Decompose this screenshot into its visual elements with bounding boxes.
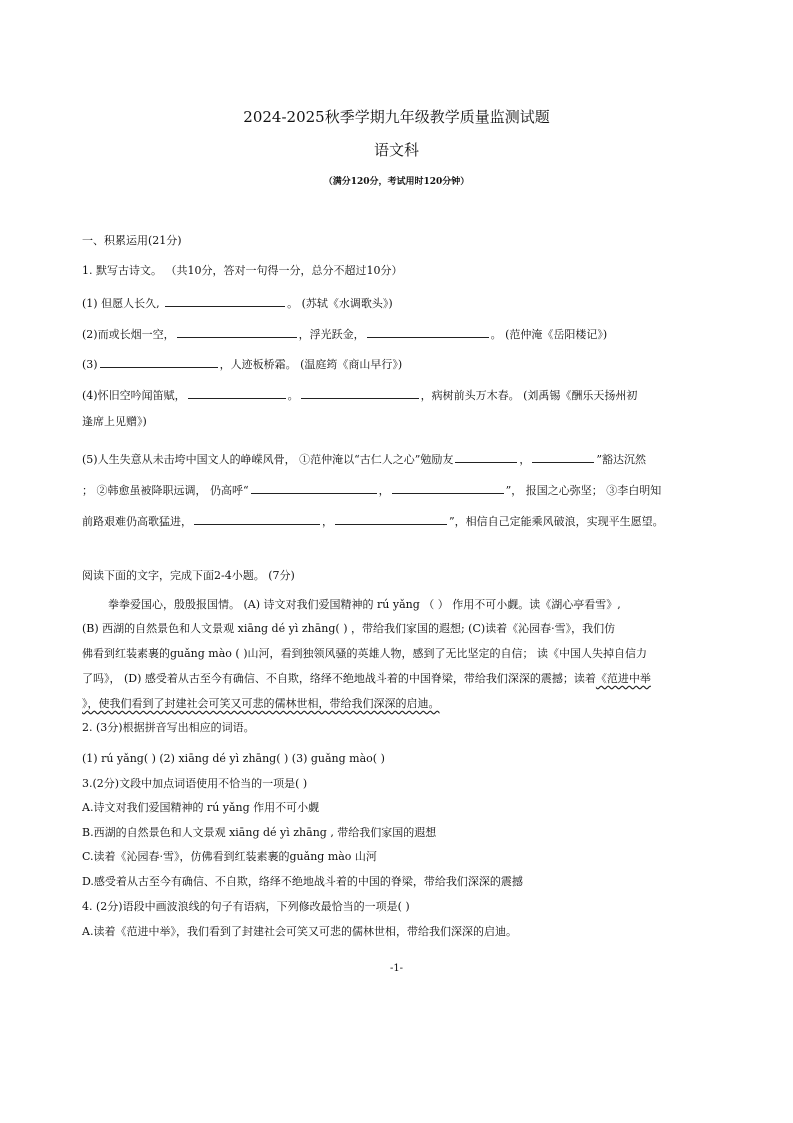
answer-blank[interactable]	[177, 325, 297, 338]
section-heading: 一、积累运用(21分)	[82, 234, 182, 247]
q1-line-1	[82, 294, 722, 312]
q1-line-3-pre: (3)	[82, 358, 98, 371]
exam-title: 2024-2025秋季学期九年级教学质量监测试题	[243, 108, 550, 126]
answer-blank[interactable]	[335, 512, 447, 525]
question-3: 3.(2分)文段中加点词语使用不恰当的一项是( )	[82, 777, 308, 790]
q1-line-4-pre: (4)怀旧空吟闻笛赋，	[82, 389, 186, 402]
q1-line-6-pre: ； ②韩愈虽被降职远调， 仍高呼“	[82, 484, 249, 497]
q1-line-5-post: ”豁达沉然	[596, 453, 646, 466]
question-4: 4. (2分)语段中画波浪线的句子有语病，下列修改最恰当的一项是( )	[82, 900, 410, 913]
question-3-option-b: B.西湖的自然景色和人文景观 xiāng dé yì zhāng , 带给我们家国的遐想	[82, 826, 437, 839]
q1-line-6	[82, 481, 722, 499]
q1-line-6-post: ”， 报国之心弥坚； ③李白明知	[505, 484, 662, 497]
answer-blank[interactable]	[367, 325, 489, 338]
q1-line-1-post: 。 (苏轼《水调歌头》)	[287, 297, 393, 310]
answer-blank[interactable]	[532, 450, 594, 463]
answer-blank[interactable]	[165, 294, 285, 307]
question-3-option-d: D.感受着从古至今有确信、不自欺，络绎不绝地战斗着的中国的脊梁，带给我们深深的震撼	[82, 875, 523, 888]
q1-line-5	[82, 450, 722, 468]
q1-line-6-mid: ，	[378, 484, 390, 497]
q1-line-2-mid: ，浮光跃金，	[298, 328, 365, 341]
q1-line-1-pre: (1) 但愿人长久,	[82, 297, 164, 310]
q1-line-2-post: 。 (范仲淹《岳阳楼记》)	[490, 328, 608, 341]
question-2: 2. (3分)根据拼音写出相应的词语。	[82, 721, 255, 734]
answer-blank[interactable]	[100, 355, 218, 368]
passage-line-3: 佛看到红装素裹的guǎng mào ( )山河，看到独领风骚的英雄人物，感到了无比坚定的自信； 读《中国人失掉自信力	[82, 647, 647, 660]
question-3-option-c: C.读着《沁园春·雪》，仿佛看到红装素裹的guǎng mào 山河	[82, 850, 377, 863]
answer-blank[interactable]	[301, 386, 419, 399]
q1-line-2	[82, 325, 722, 343]
q1-line-3-post: ，人迹板桥霜。 (温庭筠《商山早行》)	[219, 358, 403, 371]
page-number: -1-	[389, 963, 404, 974]
reading-intro: 阅读下面的文字，完成下面2-4小题。 (7分)	[82, 569, 295, 582]
q1-line-4-post: ，病树前头万木春。 (刘禹锡《酬乐天扬州初	[420, 389, 638, 402]
q1-line-2-pre: (2)而或长烟一空，	[82, 328, 175, 341]
wavy-sentence-start: 《范进中举	[595, 672, 651, 685]
q1-line-3	[82, 355, 722, 373]
q1-line-4-cont: 逢席上见赠》)	[82, 415, 147, 428]
q1-line-5-pre: (5)人生失意从未击垮中国文人的峥嵘风骨， ①范仲淹以“古仁人之心”勉励友	[82, 453, 454, 466]
passage-line-1: 拳拳爱国心，殷殷报国情。 (A) 诗文对我们爱国精神的 rú yǎng （ ） 作用不可小觑。读《湖心亭看雪》,	[108, 598, 621, 611]
question-1-stem: 1. 默写古诗文。 （共10分，答对一句得一分，总分不超过10分）	[82, 264, 403, 277]
passage-line-2: (B) 西湖的自然景色和人文景观 xiāng dé yì zhāng( ) ，带给我们家国的遐想; (C)读着《沁园春·雪》，我们仿	[82, 622, 616, 635]
passage-line-5	[82, 696, 722, 712]
question-3-option-a: A.诗文对我们爱国精神的 rú yǎng 作用不可小觑	[82, 801, 320, 814]
exam-note: （满分120分，考试用时120分钟）	[323, 177, 470, 187]
exam-subject: 语文科	[373, 141, 419, 159]
question-2-options: (1) rú yǎng( ) (2) xiāng dé yì zhāng( ) (3) guǎng mào( )	[82, 752, 385, 765]
q1-line-5-mid: ，	[519, 453, 531, 466]
q1-line-7-post: ”，相信自己定能乘风破浪，实现平生愿望。	[449, 515, 664, 528]
answer-blank[interactable]	[251, 481, 377, 494]
answer-blank[interactable]	[455, 450, 517, 463]
passage-line-4-text: 了吗》， (D) 感受着从古至今有确信、不自欺，络绎不绝地战斗着的中国脊梁，带给我们深深的震撼；读着	[82, 672, 596, 685]
answer-blank[interactable]	[188, 386, 286, 399]
q1-line-4-mid: 。	[287, 389, 299, 402]
q1-line-7-pre: 前路艰难仍高歌猛进，	[82, 515, 192, 528]
q1-line-4	[82, 386, 722, 404]
answer-blank[interactable]	[392, 481, 504, 494]
q1-line-7	[82, 512, 722, 530]
passage-line-4	[82, 671, 722, 687]
answer-blank[interactable]	[194, 512, 320, 525]
wavy-sentence: 》，使我们看到了封建社会可笑又可悲的儒林世相，带给我们深深的启迪。	[82, 697, 440, 710]
q1-line-7-mid: ，	[322, 515, 333, 528]
question-4-option-a: A.读着《范进中举》，我们看到了封建社会可笑又可悲的儒林世相，带给我们深深的启迪。	[82, 925, 517, 938]
